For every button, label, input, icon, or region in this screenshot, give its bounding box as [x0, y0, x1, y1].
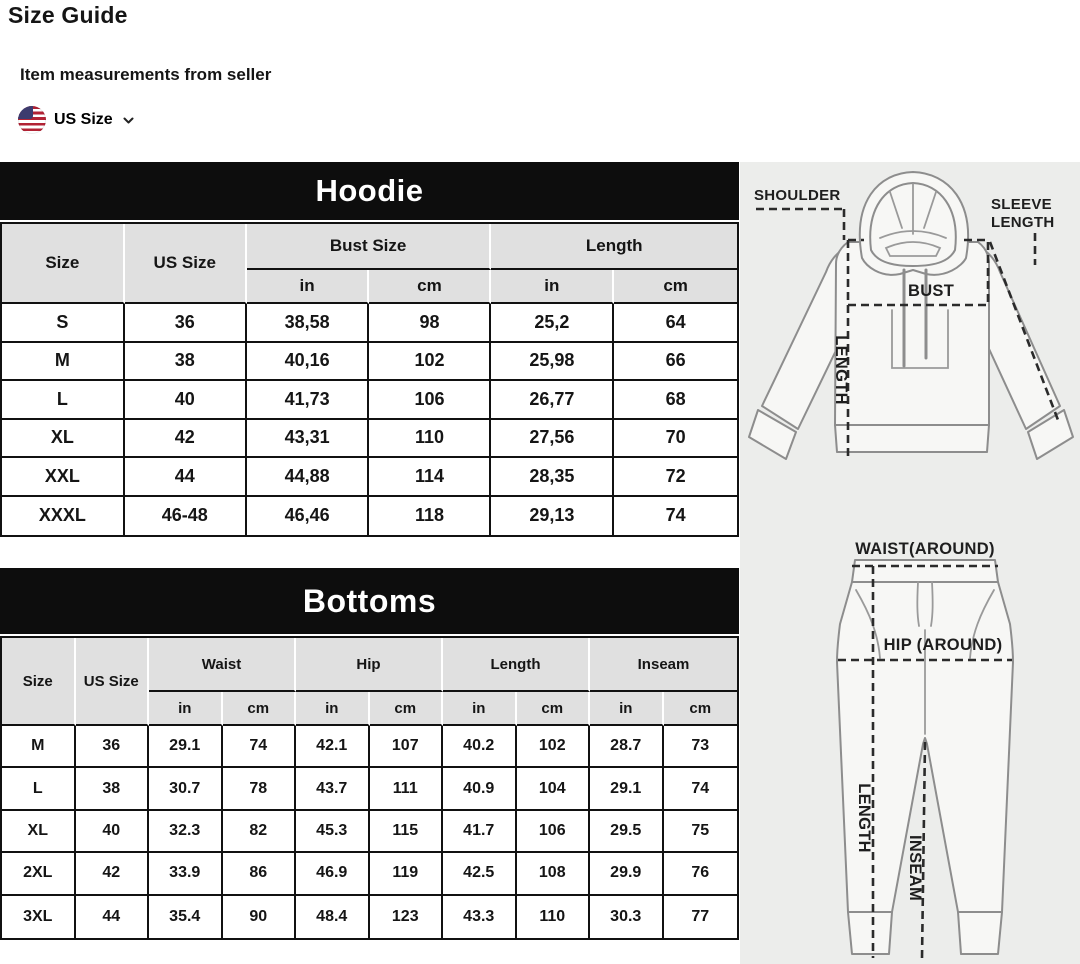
value-cell: 114 — [369, 458, 491, 497]
value-cell: 30.3 — [590, 896, 664, 938]
value-cell: 115 — [370, 811, 444, 853]
value-cell: 38 — [125, 343, 247, 382]
value-cell: 36 — [76, 726, 150, 768]
hoodie-table-title: Hoodie — [0, 162, 739, 220]
unit-header-cm: cm — [369, 270, 491, 304]
table-row — [2, 853, 737, 895]
col-header-hip: Hip — [296, 638, 443, 692]
hoodie-table — [2, 224, 737, 535]
unit-header-in: in — [443, 692, 517, 726]
value-cell: 72 — [614, 458, 737, 497]
value-cell: 46.9 — [296, 853, 370, 895]
value-cell: 41.7 — [443, 811, 517, 853]
value-cell: 29.1 — [149, 726, 223, 768]
size-cell: 3XL — [2, 896, 76, 938]
col-header-inseam: Inseam — [590, 638, 737, 692]
value-cell: 106 — [517, 811, 591, 853]
unit-header-cm: cm — [517, 692, 591, 726]
value-cell: 74 — [614, 497, 737, 536]
value-cell: 45.3 — [296, 811, 370, 853]
table-row — [2, 896, 737, 938]
col-header-length: Length — [491, 224, 737, 270]
inseam-label: INSEAM — [906, 835, 924, 901]
measurement-diagram — [740, 162, 1080, 964]
flag-canton — [18, 106, 33, 119]
col-header-size: Size — [2, 638, 76, 726]
shoulder-label: SHOULDER — [754, 187, 841, 204]
unit-header-cm: cm — [614, 270, 737, 304]
value-cell: 28,35 — [491, 458, 614, 497]
value-cell: 40.9 — [443, 768, 517, 810]
waist-label: WAIST(AROUND) — [855, 540, 995, 558]
value-cell: 35.4 — [149, 896, 223, 938]
value-cell: 75 — [664, 811, 738, 853]
table-row — [2, 343, 737, 382]
table-row — [2, 726, 737, 768]
value-cell: 48.4 — [296, 896, 370, 938]
value-cell: 33.9 — [149, 853, 223, 895]
table-row — [2, 768, 737, 810]
shoulder-measure-line — [756, 209, 844, 240]
value-cell: 29.9 — [590, 853, 664, 895]
unit-header-in: in — [247, 270, 370, 304]
value-cell: 29.1 — [590, 768, 664, 810]
value-cell: 106 — [369, 381, 491, 420]
value-cell: 27,56 — [491, 420, 614, 459]
value-cell: 64 — [614, 304, 737, 343]
size-cell: L — [2, 381, 125, 420]
size-cell: L — [2, 768, 76, 810]
value-cell: 108 — [517, 853, 591, 895]
value-cell: 86 — [223, 853, 297, 895]
value-cell: 82 — [223, 811, 297, 853]
hoodie-length-label: LENGTH — [832, 335, 850, 405]
col-header-length: Length — [443, 638, 590, 692]
col-header-us-size: US Size — [125, 224, 247, 304]
unit-header-in: in — [590, 692, 664, 726]
us-size-label: US Size — [54, 111, 113, 128]
sleeve-length-label-line2: LENGTH — [991, 214, 1055, 231]
value-cell: 123 — [370, 896, 444, 938]
chevron-down-icon — [121, 113, 136, 128]
value-cell: 30.7 — [149, 768, 223, 810]
value-cell: 119 — [370, 853, 444, 895]
hoodie-size-table — [0, 162, 739, 537]
size-cell: XXL — [2, 458, 125, 497]
value-cell: 40.2 — [443, 726, 517, 768]
value-cell: 102 — [517, 726, 591, 768]
value-cell: 74 — [664, 768, 738, 810]
value-cell: 38,58 — [247, 304, 370, 343]
hip-label: HIP (AROUND) — [883, 636, 1003, 654]
unit-header-cm: cm — [223, 692, 297, 726]
measurement-diagram-panel — [740, 162, 1080, 964]
unit-header-in: in — [149, 692, 223, 726]
value-cell: 110 — [517, 896, 591, 938]
table-row — [2, 458, 737, 497]
value-cell: 26,77 — [491, 381, 614, 420]
col-header-bust-size: Bust Size — [247, 224, 492, 270]
size-cell: S — [2, 304, 125, 343]
value-cell: 46-48 — [125, 497, 247, 536]
col-header-size: Size — [2, 224, 125, 304]
unit-header-cm: cm — [664, 692, 738, 726]
value-cell: 29,13 — [491, 497, 614, 536]
value-cell: 104 — [517, 768, 591, 810]
bust-label: BUST — [908, 282, 955, 300]
size-cell: XL — [2, 811, 76, 853]
value-cell: 66 — [614, 343, 737, 382]
value-cell: 28.7 — [590, 726, 664, 768]
value-cell: 42.5 — [443, 853, 517, 895]
value-cell: 73 — [664, 726, 738, 768]
table-row — [2, 420, 737, 459]
col-header-us-size: US Size — [76, 638, 150, 726]
value-cell: 41,73 — [247, 381, 370, 420]
value-cell: 40,16 — [247, 343, 370, 382]
table-row — [2, 497, 737, 536]
value-cell: 42 — [125, 420, 247, 459]
page-title: Size Guide — [8, 2, 128, 28]
size-cell: XXXL — [2, 497, 125, 536]
value-cell: 40 — [125, 381, 247, 420]
value-cell: 44,88 — [247, 458, 370, 497]
size-cell: M — [2, 343, 125, 382]
value-cell: 90 — [223, 896, 297, 938]
value-cell: 25,2 — [491, 304, 614, 343]
table-row — [2, 304, 737, 343]
size-cell: M — [2, 726, 76, 768]
us-flag-icon — [18, 106, 46, 134]
table-row — [2, 381, 737, 420]
value-cell: 42.1 — [296, 726, 370, 768]
subtitle: Item measurements from seller — [20, 65, 272, 84]
col-header-waist: Waist — [149, 638, 296, 692]
value-cell: 107 — [370, 726, 444, 768]
value-cell: 78 — [223, 768, 297, 810]
value-cell: 74 — [223, 726, 297, 768]
value-cell: 98 — [369, 304, 491, 343]
value-cell: 110 — [369, 420, 491, 459]
bottoms-size-table — [0, 568, 739, 940]
value-cell: 46,46 — [247, 497, 370, 536]
size-cell: XL — [2, 420, 125, 459]
value-cell: 40 — [76, 811, 150, 853]
value-cell: 42 — [76, 853, 150, 895]
bottoms-table-title: Bottoms — [0, 568, 739, 634]
value-cell: 70 — [614, 420, 737, 459]
value-cell: 25,98 — [491, 343, 614, 382]
value-cell: 44 — [125, 458, 247, 497]
unit-header-cm: cm — [370, 692, 444, 726]
value-cell: 43,31 — [247, 420, 370, 459]
value-cell: 43.3 — [443, 896, 517, 938]
table-row — [2, 811, 737, 853]
value-cell: 76 — [664, 853, 738, 895]
value-cell: 77 — [664, 896, 738, 938]
value-cell: 36 — [125, 304, 247, 343]
bottoms-table — [2, 638, 737, 938]
value-cell: 29.5 — [590, 811, 664, 853]
value-cell: 43.7 — [296, 768, 370, 810]
sleeve-length-label-line1: SLEEVE — [991, 196, 1052, 213]
value-cell: 111 — [370, 768, 444, 810]
pants-length-label: LENGTH — [855, 783, 873, 853]
value-cell: 32.3 — [149, 811, 223, 853]
content-area — [0, 162, 1080, 964]
value-cell: 38 — [76, 768, 150, 810]
size-cell: 2XL — [2, 853, 76, 895]
value-cell: 118 — [369, 497, 491, 536]
value-cell: 102 — [369, 343, 491, 382]
value-cell: 68 — [614, 381, 737, 420]
value-cell: 44 — [76, 896, 150, 938]
us-size-selector[interactable] — [18, 106, 136, 134]
unit-header-in: in — [296, 692, 370, 726]
unit-header-in: in — [491, 270, 614, 304]
